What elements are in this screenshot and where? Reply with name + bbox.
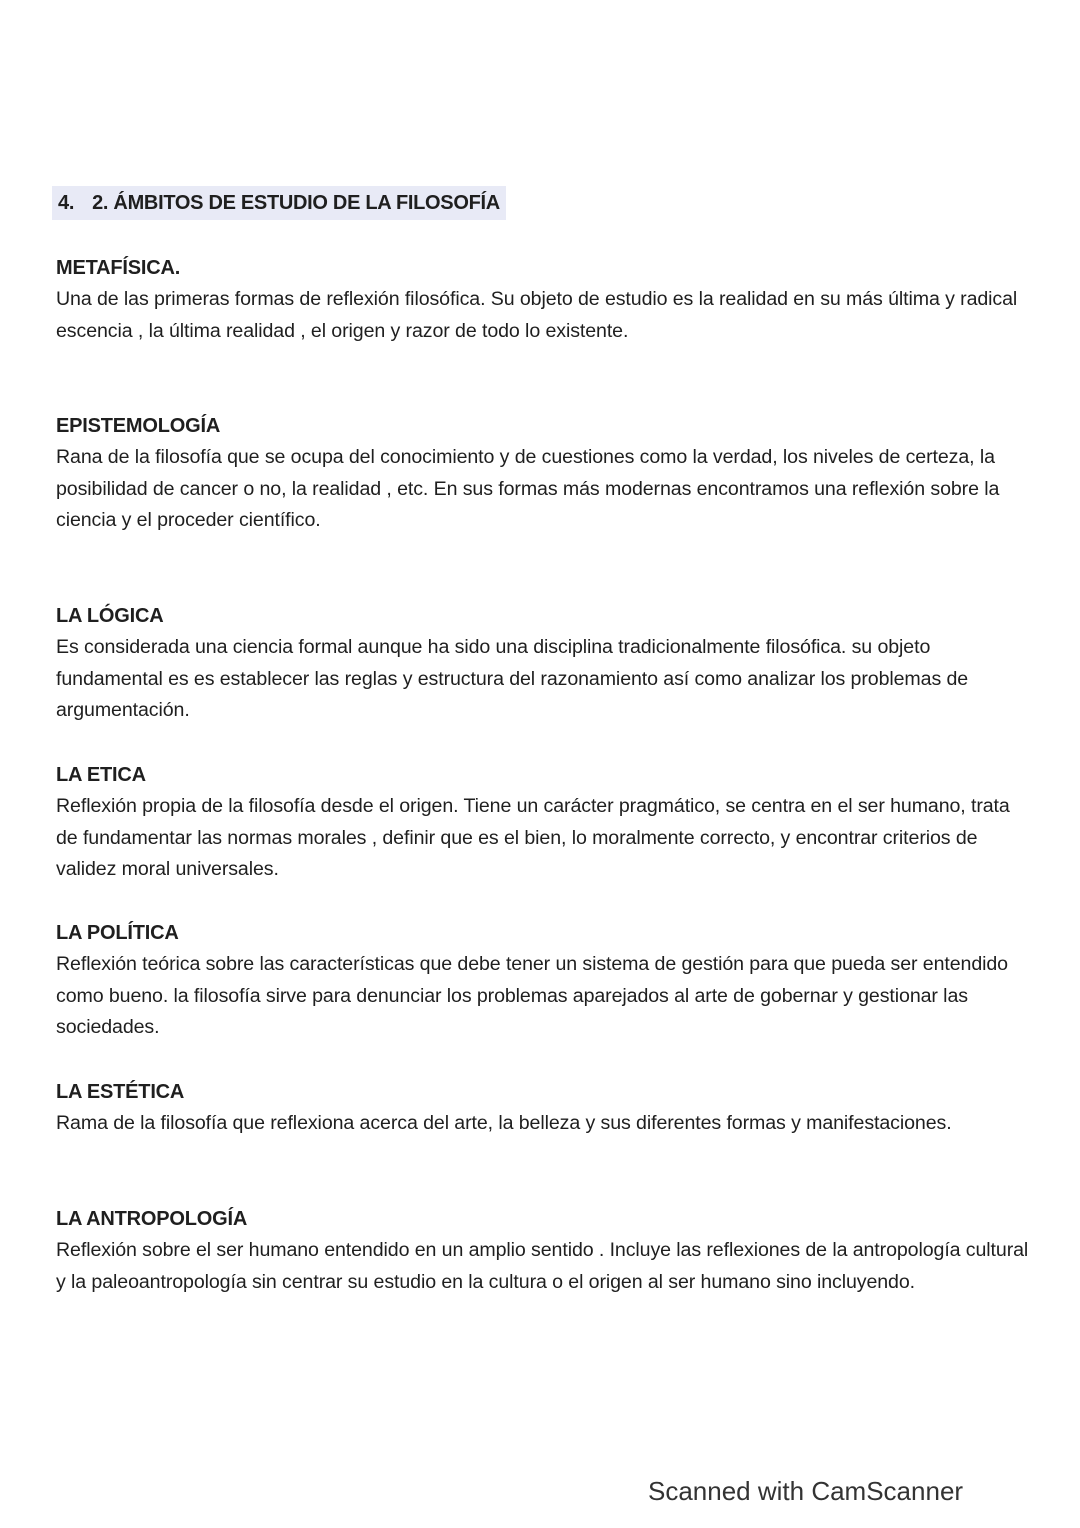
heading-text: 2. ÁMBITOS DE ESTUDIO DE LA FILOSOFÍA [92,191,500,214]
section-body: Una de las primeras formas de reflexión filosófica. Su objeto de estudio es la realidad en su más última y radical escencia , la última realidad , el origen y razor de todo lo existente. [56,288,1018,342]
section-etica [56,759,1031,886]
section-epistemologia [56,410,1031,537]
section-politica [56,917,1031,1044]
section-logica [56,600,1031,727]
section-body: Reflexión sobre el ser humano entendido en un amplio sentido . Incluye las reflexiones de la antropología cultural y la paleoantropología sin centrar su estudio en la cultura o el origen al ser humano sino incluyendo. [56,1239,1029,1293]
section-title: METAFÍSICA. [56,257,181,279]
section-body: Es considerada una ciencia formal aunque ha sido una disciplina tradicionalmente filosófica. su objeto fundamental es es establecer las reglas y estructura del razonamiento así como analizar los problemas de argumentación. [56,636,969,721]
scanner-watermark: Scanned with CamScanner [648,1476,964,1506]
section-title: LA LÓGICA [56,605,164,627]
section-title: LA POLÍTICA [56,922,179,944]
section-title: LA ETICA [56,764,146,786]
section-antropologia [56,1203,1031,1298]
section-body: Reflexión propia de la filosofía desde el origen. Tiene un carácter pragmático, se centra en el ser humano, trata de fundamentar las normas morales , definir que es el bien, lo moralmente correcto, y encontrar criterios de validez moral universales. [56,795,1010,880]
section-body: Reflexión teórica sobre las características que debe tener un sistema de gestión para que pueda ser entendido como bueno. la filosofía sirve para denunciar los problemas aparejados al arte de gobernar y gestionar las sociedades. [56,953,1008,1038]
section-title: LA ANTROPOLOGÍA [56,1208,248,1230]
section-title: EPISTEMOLOGÍA [56,415,221,437]
section-title: LA ESTÉTICA [56,1081,185,1103]
section-body: Rama de la filosofía que reflexiona acerca del arte, la belleza y sus diferentes formas y manifestaciones. [56,1112,952,1134]
section-body: Rana de la filosofía que se ocupa del conocimiento y de cuestiones como la verdad, los niveles de certeza, la posibilidad de cancer o no, la realidad , etc. En sus formas más modernas encontramos una reflexión sobre la ciencia y el proceder científico. [56,446,1000,531]
heading-number: 4. [58,191,75,214]
section-metafisica [56,252,1031,347]
section-estetica [56,1076,1031,1140]
section-heading [52,186,506,220]
